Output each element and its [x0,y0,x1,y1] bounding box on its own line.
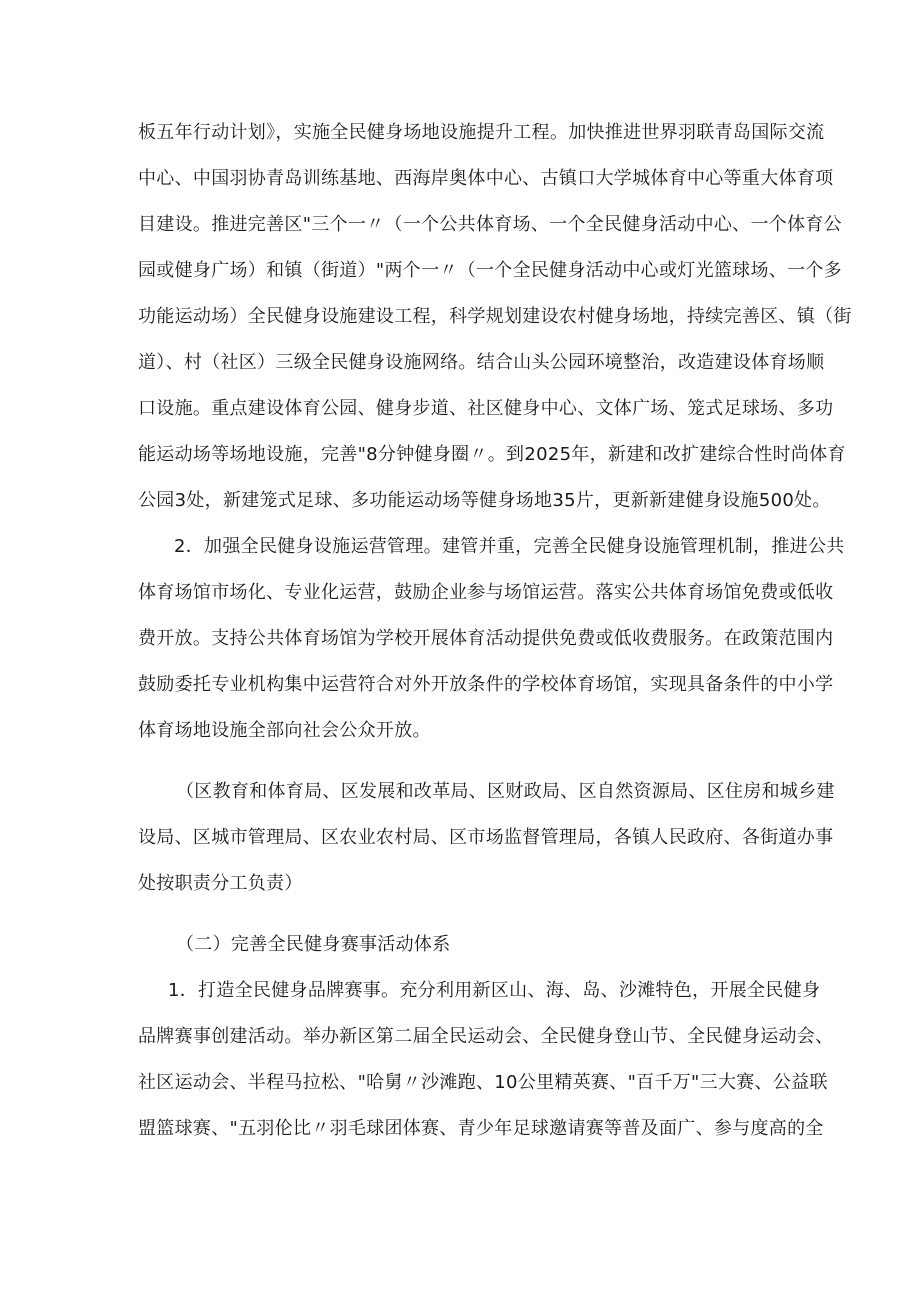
text-line: （区教育和体育局、区发展和改革局、区财政局、区自然资源局、区住房和城乡建 [176,781,835,802]
text-line: 目建设。推进完善区"三个一〃（一个公共体育场、一个全民健身活动中心、一个体育公 [138,214,842,235]
text-line: 处按职责分工负责） [138,873,303,894]
text-line: 社区运动会、半程马拉松、"哈舅〃沙滩跑、10公里精英赛、"百千万"三大赛、公益联 [138,1072,828,1093]
text-line: 品牌赛事创建活动。举办新区第二届全民运动会、全民健身登山节、全民健身运动会、 [138,1026,834,1047]
text-line: 园或健身广场）和镇（街道）"两个一〃（一个全民健身活动中心或灯光篮球场、一个多 [138,260,842,281]
text-line: 中心、中国羽协青岛训练基地、西海岸奥体中心、古镇口大学城体育中心等重大体育项 [138,168,834,189]
section-heading: （二）完善全民健身赛事活动体系 [176,934,451,955]
text-line: 1．打造全民健身品牌赛事。充分利用新区山、海、岛、沙滩特色，开展全民健身 [168,980,821,1001]
text-line: 板五年行动计划》，实施全民健身场地设施提升工程。加快推进世界羽联青岛国际交流 [138,122,825,143]
text-line: 道）、村（社区）三级全民健身设施网络。结合山头公园环境整治，改造建设体育场顺 [138,352,825,373]
text-line: 体育场馆市场化、专业化运营，鼓励企业参与场馆运营。落实公共体育场馆免费或低收 [138,582,834,603]
text-line: 费开放。支持公共体育场馆为学校开展体育活动提供免费或低收费服务。在政策范围内 [138,628,834,649]
text-line: 设局、区城市管理局、区农业农村局、区市场监督管理局，各镇人民政府、各街道办事 [138,827,834,848]
text-line: 鼓励委托专业机构集中运营符合对外开放条件的学校体育场馆，实现具备条件的中小学 [138,674,834,695]
text-line: 口设施。重点建设体育公园、健身步道、社区健身中心、文体广场、笼式足球场、多功 [138,398,834,419]
text-line: 2．加强全民健身设施运营管理。建管并重，完善全民健身设施管理机制，推进公共 [174,536,845,557]
text-line: 公园3处，新建笼式足球、多功能运动场等健身场地35片，更新新建健身设施500处。 [138,490,831,511]
text-line: 功能运动场）全民健身设施建设工程，科学规划建设农村健身场地，持续完善区、镇（街 [138,306,852,327]
text-line: 盟篮球赛、"五羽伦比〃羽毛球团体赛、青少年足球邀请赛等普及面广、参与度高的全 [138,1118,824,1139]
text-line: 体育场地设施全部向社会公众开放。 [138,720,431,741]
text-line: 能运动场等场地设施，完善"8分钟健身圈〃。到2025年，新建和改扩建综合性时尚体育 [138,444,846,465]
